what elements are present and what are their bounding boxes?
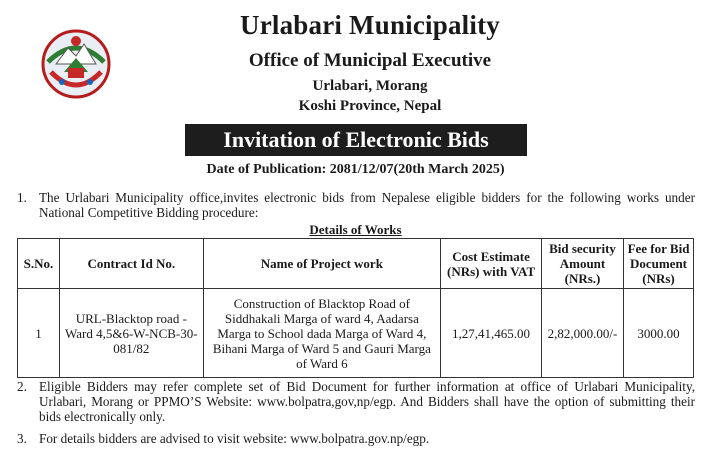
table-header-row	[18, 239, 694, 289]
header-contract-id: Contract Id No.	[59, 239, 203, 289]
header-project-name: Name of Project work	[203, 239, 440, 289]
paragraph-text: Eligible Bidders may refer complete set of Bid Document for further information at office of Urlabari Municipality, Urlabari, Morang or PPMO’S Website: www.bolpatra,gov,np/egp. And Bidders shall have the option of submitting their bids electronically only.	[39, 379, 695, 424]
paragraph-2	[17, 379, 695, 427]
cell-bid-fee: 3000.00	[623, 289, 693, 378]
municipality-title: Urlabari Municipality	[240, 10, 500, 40]
paragraph-number: 3.	[17, 431, 27, 446]
paragraph-3	[17, 431, 695, 447]
works-table	[17, 238, 694, 378]
header-cost-estimate: Cost Estimate (NRs) with VAT	[441, 239, 542, 289]
paragraph-1	[17, 190, 695, 222]
table-row	[18, 289, 694, 378]
cell-cost-estimate: 1,27,41,465.00	[441, 289, 542, 378]
paragraph-text: The Urlabari Municipality office,invites electronic bids from Nepalese eligible bidders for the following works under National Competitive Bidding procedure:	[39, 190, 695, 220]
location-line: Urlabari, Morang	[312, 78, 428, 94]
paragraph-number: 2.	[17, 379, 27, 394]
nepal-emblem-icon	[38, 28, 114, 100]
header-bid-security: Bid security Amount (NRs.)	[542, 239, 624, 289]
cell-contract-id: URL-Blacktop road -Ward 4,5&6-W-NCB-30-081/82	[59, 289, 203, 378]
cell-bid-security: 2,82,000.00/-	[542, 289, 624, 378]
office-title: Office of Municipal Executive	[248, 50, 492, 71]
details-of-works-caption: Details of Works	[309, 222, 402, 237]
cell-sno: 1	[18, 289, 60, 378]
province-line: Koshi Province, Nepal	[298, 98, 442, 114]
paragraph-number: 1.	[17, 190, 27, 205]
header-bid-fee: Fee for Bid Document (NRs)	[623, 239, 693, 289]
notice-banner: Invitation of Electronic Bids	[185, 124, 527, 156]
publication-date: Date of Publication: 2081/12/07(20th March 2025)	[206, 162, 505, 177]
paragraph-text: For details bidders are advised to visit website: www.bolpatra.gov.np/egp.	[39, 431, 430, 446]
cell-project-name: Construction of Blacktop Road of Siddhakali Marga of ward 4, Aadarsa Marga to School dada Marga of Ward 4, Bihani Marga of Ward 5 and Gauri Marga of Ward 6	[203, 289, 440, 378]
header-sno: S.No.	[18, 239, 60, 289]
